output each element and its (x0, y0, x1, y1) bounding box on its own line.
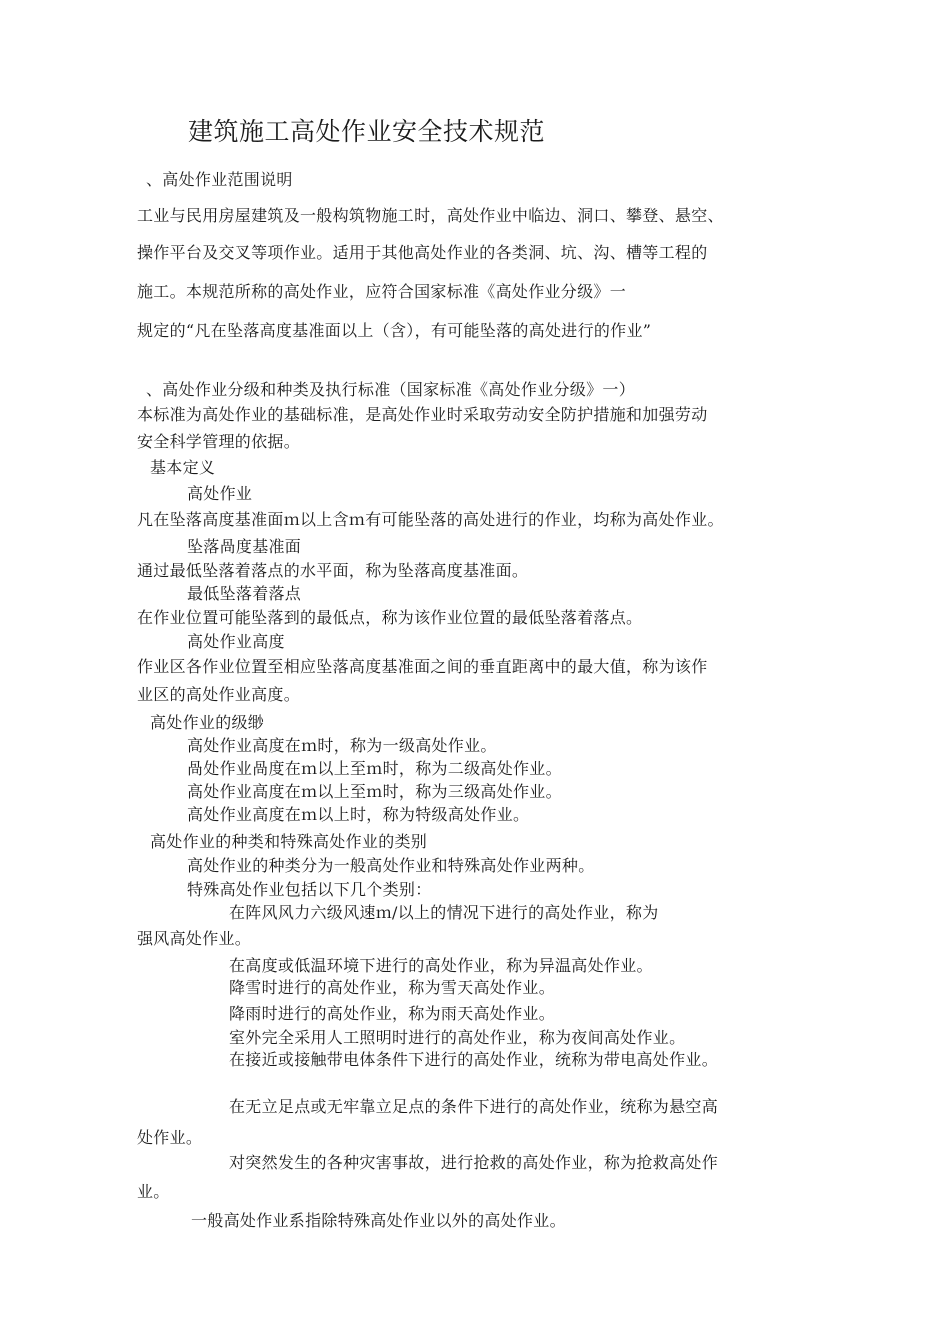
definition-title-lowest-point: 最低坠落着落点 (187, 584, 302, 603)
definition-title-high-work: 高处作业 (187, 484, 253, 503)
document-title: 建筑施工高处作业安全技术规范 (188, 117, 546, 146)
definition-text-datum-plane: 通过最低坠落着落点的水平面，称为坠落高度基准面。 (137, 561, 529, 580)
types-heading: 高处作业的种类和特殊高处作业的类别 (150, 832, 428, 851)
types-line2: 特殊高处作业包括以下几个类别： (187, 880, 432, 899)
types-line1: 高处作业的种类分为一般高处作业和特殊高处作业两种。 (187, 856, 595, 875)
section2-intro-line1: 本标准为高处作业的基础标准，是高处作业时采取劳动安全防护措施和加强劳动 (137, 405, 708, 424)
definition-text-work-height-line2: 业区的高处作业高度。 (137, 685, 301, 704)
section1-heading: 、高处作业范围说明 (146, 170, 293, 189)
level-2-item: 咼处作业咼度在ｍ以上至ｍ时，称为二级高处作业。 (187, 759, 562, 778)
special-type-rain: 降雨时进行的高处作业，称为雨天高处作业。 (229, 1004, 556, 1023)
definition-text-lowest-point: 在作业位置可能坠落到的最低点，称为该作业位置的最低坠落着落点。 (137, 608, 643, 627)
section1-para-line2: 操作平台及交叉等项作业。适用于其他高处作业的各类洞、坑、沟、槽等工程的 (137, 243, 708, 262)
special-type-wind-line2: 强风高处作业。 (137, 929, 252, 948)
level-1-item: 高处作业高度在ｍ时，称为一级高处作业。 (187, 736, 497, 755)
basic-definition-heading: 基本定义 (150, 458, 216, 477)
section1-para-line4: 规定的“凡在坠落高度基准面以上（含），有可能坠落的高处进行的作业” (137, 321, 652, 340)
special-type-suspended-line2: 处作业。 (137, 1128, 203, 1147)
definition-text-work-height-line1: 作业区各作业位置至相应坠落高度基准面之间的垂直距离中的最大值，称为该作 (137, 657, 708, 676)
special-type-suspended-line1: 在无立足点或无牢靠立足点的条件下进行的高处作业，统称为悬空高 (229, 1097, 719, 1116)
definition-title-datum-plane: 坠落咼度基准面 (187, 537, 302, 556)
section2-heading: 、高处作业分级和种类及执行标准（国家标准《高处作业分级》一） (146, 380, 636, 399)
special-type-electric: 在接近或接触带电体条件下进行的高处作业，统称为带电高处作业。 (229, 1050, 719, 1069)
special-type-wind-line1: 在阵风风力六级风速ｍ/以上的情况下进行的高处作业，称为 (229, 903, 659, 922)
levels-heading: 高处作业的级缈 (150, 713, 265, 732)
definition-text-high-work: 凡在坠落高度基准面ｍ以上含ｍ有可能坠落的高处进行的作业，均称为高处作业。 (137, 510, 724, 529)
definition-title-work-height: 高处作业高度 (187, 632, 285, 651)
special-type-night: 室外完全采用人工照明时进行的高处作业，称为夜间高处作业。 (229, 1028, 686, 1047)
section1-para-line1: 工业与民用房屋建筑及一般构筑物施工时，高处作业中临边、洞口、攀登、悬空、 (137, 206, 724, 225)
section2-intro-line2: 安全科学管理的依据。 (137, 432, 301, 451)
level-special-item: 高处作业高度在ｍ以上时，称为特级高处作业。 (187, 805, 530, 824)
special-type-temperature: 在高度或低温环境下进行的高处作业，称为异温高处作业。 (229, 956, 653, 975)
special-type-snow: 降雪时进行的高处作业，称为雪天高处作业。 (229, 978, 556, 997)
level-3-item: 高处作业高度在ｍ以上至ｍ时，称为三级高处作业。 (187, 782, 562, 801)
special-type-rescue-line2: 业。 (137, 1182, 170, 1201)
general-work-definition: 一般高处作业系指除特殊高处作业以外的高处作业。 (191, 1211, 566, 1230)
special-type-rescue-line1: 对突然发生的各种灾害事故，进行抢救的高处作业，称为抢救高处作 (229, 1153, 719, 1172)
section1-para-line3: 施工。本规范所称的高处作业，应符合国家标准《高处作业分级》一 (137, 282, 627, 301)
